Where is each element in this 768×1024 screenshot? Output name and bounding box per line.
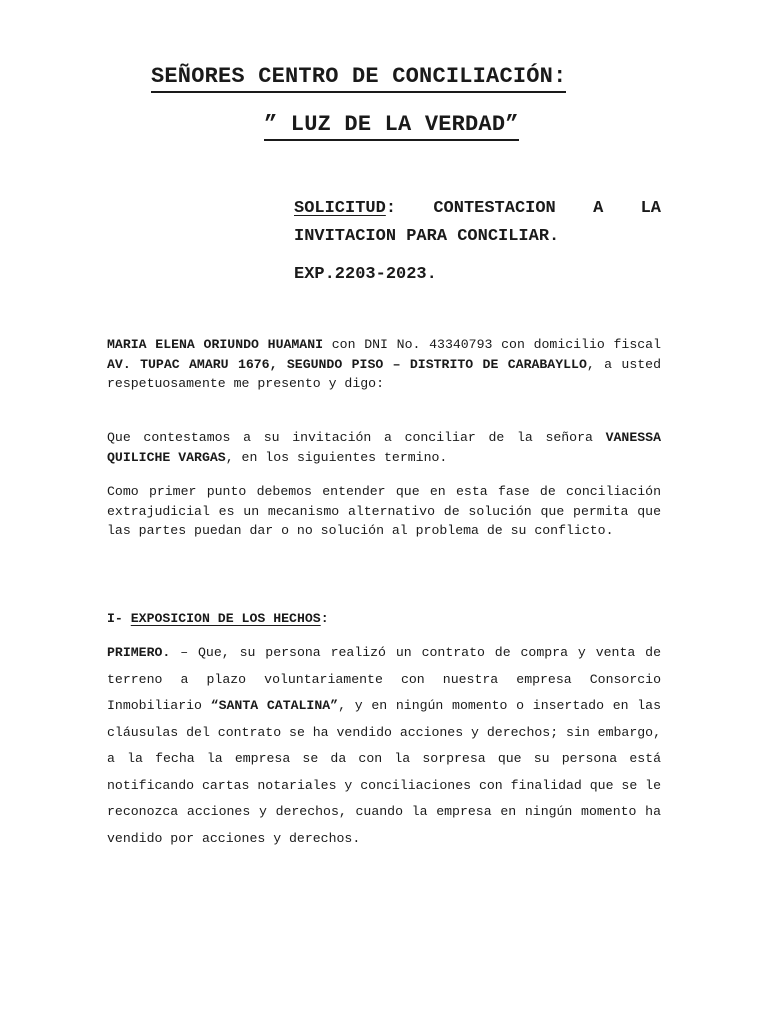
section-number: I- [107,611,131,626]
intro-closing: , a usted respetuosamente me presento y digo: [107,356,661,391]
case-number: EXP.2203-2023. [294,265,437,284]
section-heading [107,609,329,629]
section-colon: : [320,611,329,626]
section-title: EXPOSICION DE LOS HECHOS [130,611,321,626]
dni-text: con DNI No. 43340793 con domicilio fiscal [323,337,661,352]
subject-separator: : [385,199,397,218]
first-point-paragraph: Como primer punto debemos entender que en esta fase de conciliación extrajudicial es un mecanismo alternativo de solución que permita que las partes puedan dar o no solución al problema de su conflicto. [107,484,661,538]
company-name: “SANTA CATALINA” [210,698,339,713]
facts-text-part1: – Que, su persona realizó un contrato de compra y venta de terreno a plazo voluntariamente con nuestra empresa Consorcio Inmobiliario [107,645,661,713]
intro-paragraph [107,335,661,394]
subject-text: CONTESTACION A LA INVITACION PARA CONCILIAR. [294,199,661,246]
invitation-text-before: Que contestamos a su invitación a conciliar de la señora [107,430,606,445]
fiscal-address: AV. TUPAC AMARU 1676, SEGUNDO PISO – DISTRITO DE CARABAYLLO [107,356,587,372]
invitation-text-after: , en los siguientes termino. [225,449,448,465]
counterparty-name: VANESSA QUILICHE VARGAS [107,430,661,465]
document-title-line2: ” LUZ DE LA VERDAD” [264,112,519,141]
facts-text-part2: , y en ningún momento o insertado en las cláusulas del contrato se ha vendido acciones y derechos; sin embargo, a la fecha la empresa se da con la sorpresa que su persona está notificando cartas notariales y conciliaciones con finalidad que se le reconozca acciones y derechos, cuando la empresa en ningún momento ha vendido por acciones y derechos. [107,698,661,846]
applicant-name: MARIA ELENA ORIUNDO HUAMANI [107,337,324,352]
facts-label: PRIMERO. [107,645,171,660]
subject-block [294,195,661,251]
subject-label: SOLICITUD [294,199,386,218]
invitation-paragraph [107,428,661,467]
facts-paragraph [107,640,661,852]
document-title-line1: SEÑORES CENTRO DE CONCILIACIÓN: [151,64,566,93]
